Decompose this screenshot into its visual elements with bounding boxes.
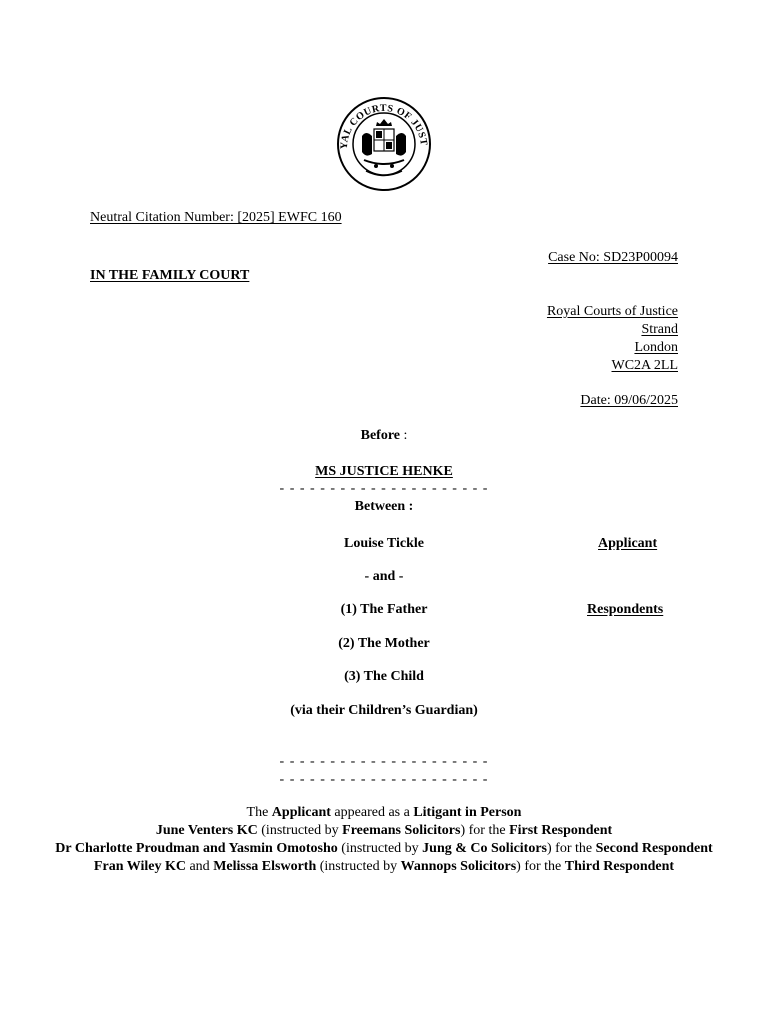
representation-first-respondent: June Venters KC (instructed by Freemans Solicitors) for the First Respondent	[155, 823, 613, 838]
divider-dashes: - - - - - - - - - - - - - - - - - - - - -	[279, 772, 489, 787]
court-name: IN THE FAMILY COURT	[90, 268, 250, 283]
representation-third-respondent: Fran Wiley KC and Melissa Elsworth (instructed by Wannops Solicitors) for the Third Respondent	[93, 859, 675, 874]
representation-block	[40, 804, 728, 876]
address-line-4: WC2A 2LL	[611, 358, 678, 373]
address-line-3: London	[634, 340, 678, 355]
address-line-1: Royal Courts of Justice	[546, 304, 678, 319]
and-separator: - and -	[364, 569, 404, 584]
address-line-2: Strand	[641, 322, 678, 337]
divider-dashes: - - - - - - - - - - - - - - - - - - - - -	[279, 754, 489, 769]
representation-applicant: The Applicant appeared as a Litigant in Person	[246, 805, 522, 820]
royal-courts-seal-icon	[336, 96, 432, 192]
before-heading: Before :	[360, 428, 408, 443]
divider-dashes: - - - - - - - - - - - - - - - - - - - - -	[279, 481, 489, 496]
respondent-father: (1) The Father	[340, 602, 428, 617]
representation-second-respondent: Dr Charlotte Proudman and Yasmin Omotosho (instructed by Jung & Co Solicitors) for the Second Respondent	[55, 841, 713, 856]
respondent-child: (3) The Child	[344, 669, 424, 684]
between-heading: Between :	[354, 499, 414, 514]
applicant-role: Applicant	[598, 536, 658, 551]
respondent-mother: (2) The Mother	[338, 636, 430, 651]
case-number: Case No: SD23P00094	[548, 250, 678, 265]
neutral-citation: Neutral Citation Number: [2025] EWFC 160	[90, 210, 342, 225]
respondents-role: Respondents	[587, 602, 664, 617]
judge-name: MS JUSTICE HENKE	[315, 464, 453, 479]
svg-text:ROYAL COURTS OF JUSTICE: YAL COURTS OF JUST	[338, 102, 430, 150]
judgment-date: Date: 09/06/2025	[580, 393, 678, 408]
applicant-name: Louise Tickle	[343, 536, 424, 551]
guardian-note: (via their Children’s Guardian)	[290, 703, 478, 718]
